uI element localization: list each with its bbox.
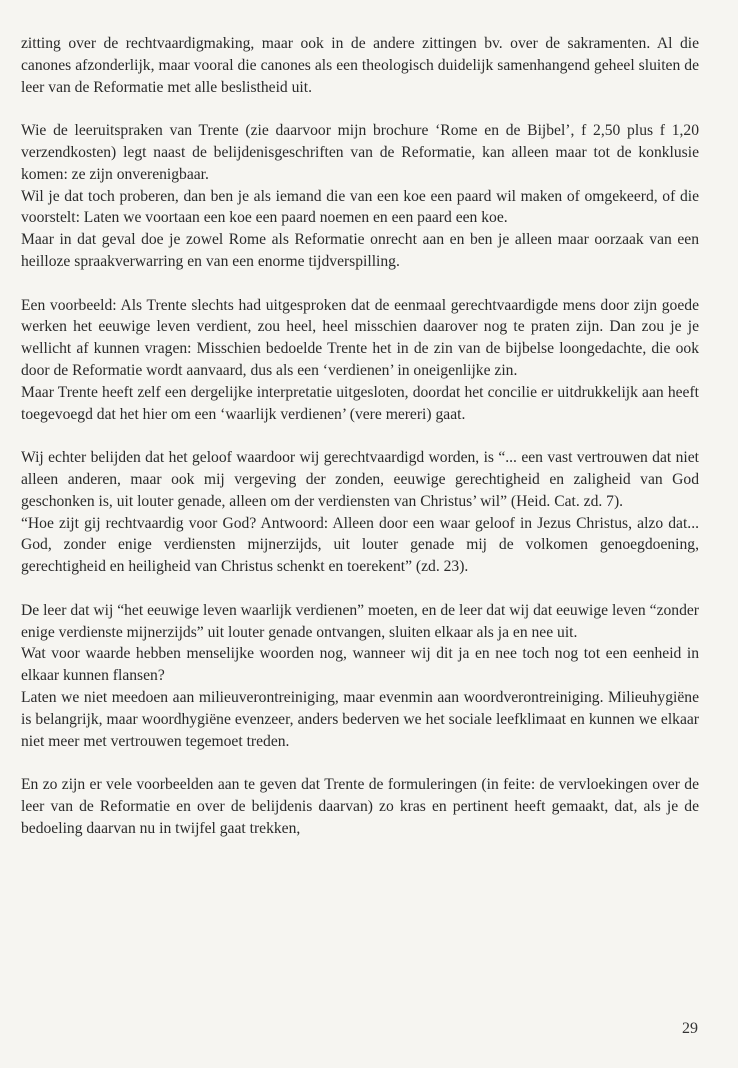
page-body	[21, 33, 699, 861]
text-line: Een voorbeeld: Als Trente slechts had uitgesproken dat de eenmaal gerechtvaardigde mens door zijn goede werken het eeuwige leven verdient, zou heel, heel misschien daarover nog te praten zijn. Dan zou je je wellicht af kunnen vragen: Misschien bedoelde Trente het in de zin van de bijbelse loongedachte, die ook door de Reformatie wordt aanvaard, dus als een ‘verdienen’ in oneigenlijke zin.	[21, 296, 699, 379]
paragraph	[21, 33, 699, 98]
text-line: “Hoe zijt gij rechtvaardig voor God? Antwoord: Alleen door een waar geloof in Jezus Christus, alzo dat... God, zonder enige verdiensten mijnerzijds, uit louter genade mij de volkomen genoegdoening, gerechtigheid en heiligheid van Christus schenkt en toerekent” (zd. 23).	[21, 514, 699, 576]
paragraph	[21, 295, 699, 426]
text-line: En zo zijn er vele voorbeelden aan te geven dat Trente de formuleringen (in feite: de vervloekingen over de leer van de Reformatie en over de belijdenis daarvan) zo kras en pertinent heeft gemaakt, dat, als je de bedoeling daarvan nu in twijfel gaat trekken,	[21, 776, 699, 837]
text-line: Wij echter belijden dat het geloof waardoor wij gerechtvaardigd worden, is “... een vast vertrouwen dat niet alleen anderen, maar ook mij vergeving der zonden, eeuwige gerechtigheid en zaligheid van God geschonken is, uit louter genade, alleen om der verdiensten van Christus’ wil” (Heid. Cat. zd. 7).	[21, 449, 699, 510]
text-line: Maar Trente heeft zelf een dergelijke interpretatie uitgesloten, doordat het concilie er uitdrukkelijk aan heeft toegevoegd dat het hier om een ‘waarlijk verdienen’ (vere mereri) gaat.	[21, 383, 699, 423]
text-line: zitting over de rechtvaardigmaking, maar ook in de andere zittingen bv. over de sakramenten. Al die canones afzonderlijk, maar vooral die canones als een theologisch duidelijk samenhangend geheel sluiten de leer van de Reformatie met alle beslistheid uit.	[21, 35, 699, 96]
paragraph	[21, 600, 699, 753]
text-line: Maar in dat geval doe je zowel Rome als Reformatie onrecht aan en ben je alleen maar oorzaak van een heilloze spraakverwarring en van een enorme tijdverspilling.	[21, 231, 699, 270]
text-line: Laten we niet meedoen aan milieuverontreiniging, maar evenmin aan woordverontreiniging. Milieuhygiëne is belangrijk, maar woordhygiëne evenzeer, anders bederven we het sociale leefklimaat en kunnen we elkaar niet meer met vertrouwen tegemoet treden.	[21, 688, 699, 750]
paragraph	[21, 120, 699, 273]
page-number: 29	[682, 1020, 698, 1037]
paragraph	[21, 774, 699, 839]
text-line: De leer dat wij “het eeuwige leven waarlijk verdienen” moeten, en de leer dat wij dat eeuwige leven “zonder enige verdienste mijnerzijds” uit louter genade ontvangen, sluiten elkaar als ja en nee uit.	[21, 601, 699, 641]
text-line: Wie de leeruitspraken van Trente (zie daarvoor mijn brochure ‘Rome en de Bijbel’, f 2,50 plus f 1,20 verzendkosten) legt naast de belijdenisgeschriften van de Reformatie, kan alleen maar tot de konklusie komen: ze zijn onverenigbaar.	[21, 122, 699, 183]
text-line: Wil je dat toch proberen, dan ben je als iemand die van een koe een paard wil maken of omgekeerd, of die voorstelt: Laten we voortaan een koe een paard noemen en een paard een koe.	[21, 187, 699, 227]
text-line: Wat voor waarde hebben menselijke woorden nog, wanneer wij dit ja en nee toch nog tot een eenheid in elkaar kunnen flansen?	[21, 645, 699, 685]
paragraph	[21, 447, 699, 578]
